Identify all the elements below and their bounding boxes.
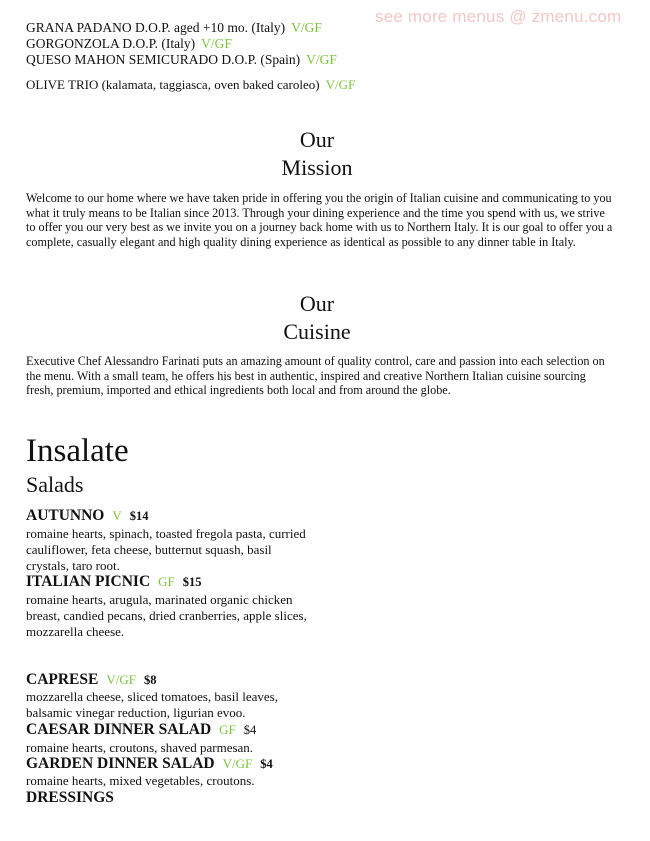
item-description: romaine hearts, mixed vegetables, croutons.: [26, 773, 255, 788]
menu-item-title: [26, 755, 273, 773]
item-description: romaine hearts, spinach, toasted fregola pasta, curried cauliflower, feta cheese, butternut squash, basil crystals, taro root.: [26, 526, 306, 573]
dietary-tag: V/GF: [325, 77, 356, 92]
cheese-name: QUESO MAHON SEMICURADO D.O.P. (Spain): [26, 52, 301, 67]
cuisine-text: Executive Chef Alessandro Farinati puts an amazing amount of quality control, care and passion into each selection on the menu. With a small team, he offers his best in authentic, inspired and creative Northern Italian cuisine sourcing fresh, premium, imported and ethical ingredients both local and from around the globe.: [26, 354, 605, 398]
item-name: ITALIAN PICNIC: [26, 573, 151, 590]
mission-heading: [0, 126, 634, 182]
menu-item-title: [26, 671, 156, 689]
cheese-item: [26, 20, 322, 36]
menu-item-title: [26, 507, 149, 525]
dietary-tag: V/GF: [306, 52, 337, 67]
cuisine-heading: [0, 290, 634, 346]
item-price: $4: [260, 757, 273, 771]
olive-name: OLIVE TRIO (kalamata, taggiasca, oven baked caroleo): [26, 77, 320, 92]
watermark: see more menus @ zmenu.com: [375, 7, 622, 26]
dietary-tag: V/GF: [291, 20, 322, 35]
mission-heading-line2: Mission: [281, 155, 353, 180]
item-description: romaine hearts, arugula, marinated organic chicken breast, candied pecans, dried cranberries, apple slices, mozzarella cheese.: [26, 592, 307, 639]
item-price: $4: [243, 723, 257, 737]
section-subtitle: Salads: [26, 472, 84, 497]
dietary-tag: V/GF: [106, 672, 136, 687]
menu-item-title: [26, 721, 256, 739]
cuisine-heading-line1: Our: [299, 291, 335, 316]
cuisine-heading-line2: Cuisine: [283, 319, 351, 344]
cheese-name: GORGONZOLA D.O.P. (Italy): [26, 36, 196, 51]
dietary-tag: V/GF: [222, 756, 253, 771]
olive-item: [26, 77, 355, 93]
dietary-tag: V: [112, 508, 122, 523]
item-description: romaine hearts, croutons, shaved parmesan.: [26, 740, 254, 755]
item-name: CAESAR DINNER SALAD: [26, 721, 212, 738]
section-title: Insalate: [26, 433, 129, 469]
item-description: mozzarella cheese, sliced tomatoes, basil leaves, balsamic vinegar reduction, ligurian evoo.: [26, 689, 278, 720]
mission-heading-line1: Our: [299, 127, 335, 152]
menu-item-title: [26, 573, 202, 591]
cheese-item: [26, 36, 232, 52]
item-name: AUTUNNO: [26, 507, 105, 524]
dietary-tag: GF: [219, 722, 236, 737]
mission-text: Welcome to our home where we have taken pride in offering you the origin of Italian cuisine and communicating to you what it truly means to be Italian since 2013. Through your dining experience and the time you spend with us, we strive to offer you our very best as we invite you on a journey back home with us to Northern Italy. It is our goal to offer you a complete, casually elegant and high quality dining experience as identical as possible to any dinner table in Italy.: [26, 191, 613, 249]
cheese-name: GRANA PADANO D.O.P. aged +10 mo. (Italy): [26, 20, 286, 35]
item-price: $15: [182, 575, 202, 589]
dietary-tag: GF: [158, 574, 175, 589]
item-price: $14: [129, 509, 149, 523]
item-name: CAPRESE: [26, 671, 99, 688]
cheese-item: [26, 52, 337, 68]
dressings-heading: DRESSINGS: [26, 789, 114, 806]
dietary-tag: V/GF: [201, 36, 232, 51]
item-name: GARDEN DINNER SALAD: [26, 755, 215, 772]
item-price: $8: [143, 673, 157, 687]
